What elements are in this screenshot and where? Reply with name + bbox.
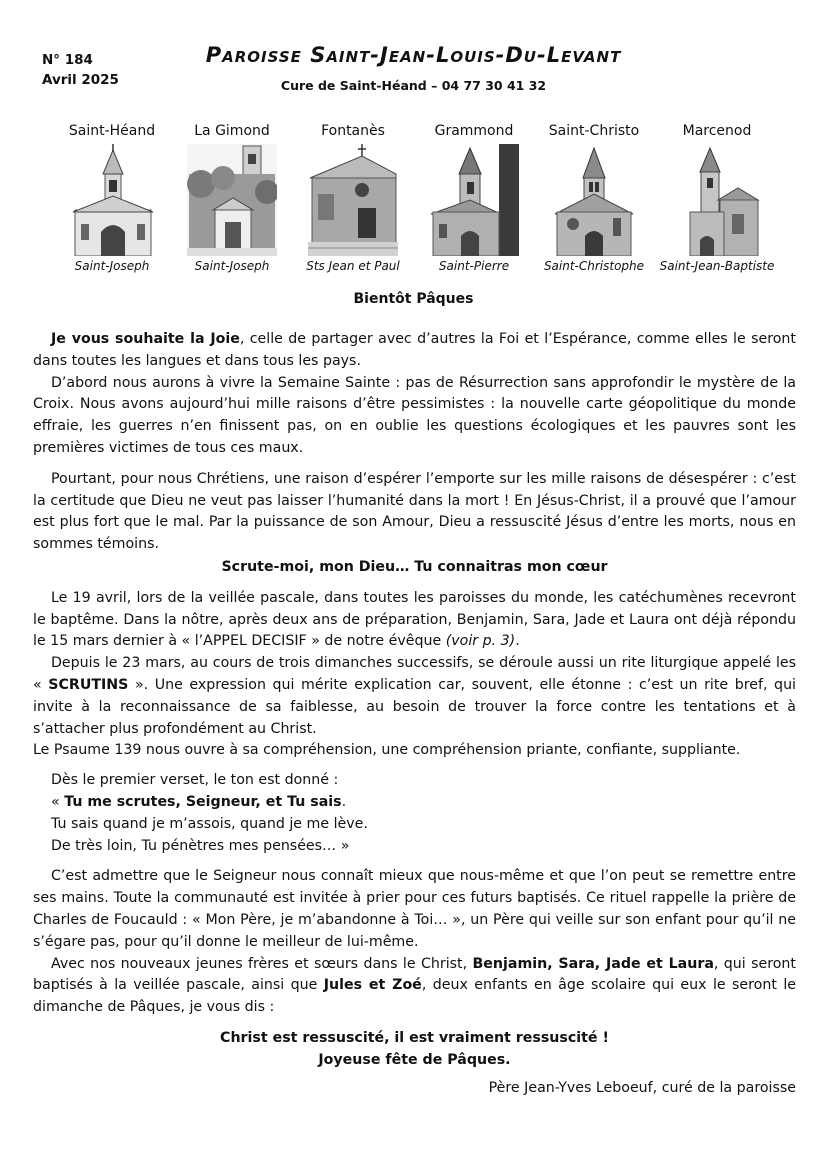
church-village: Saint-Héand: [68, 123, 156, 139]
psalm-line: De très loin, Tu pénètres mes pensées… »: [51, 837, 350, 854]
closing-line: Joyeuse fête de Pâques.: [318, 1051, 511, 1068]
church-village: La Gimond: [194, 123, 270, 139]
section-subtitle: Scrute-moi, mon Dieu… Tu connaitras mon cœur: [221, 558, 608, 575]
church-photo: [429, 144, 519, 256]
issue-number: N° 184: [42, 52, 93, 68]
parish-title: Paroisse Saint-Jean-Louis-Du-Levant: [205, 43, 622, 67]
paragraph: D’abord nous aurons à vivre la Semaine Sainte : pas de Résurrection sans approfondir le mystère de la Croix. Nous avons aujourd’hui mille raisons d’être pessimistes : la nouvelle carte géopolitique du monde effraie, les guerres n’en finissent pas, on en oublie les questions écologiques et les pauvres sont les premières victimes de tous ces maux.: [33, 374, 796, 456]
paragraph: Le 19 avril, lors de la veillée pascale, dans toutes les paroisses du monde, les catéchumènes recevront le baptême. Dans la nôtre, après deux ans de préparation, Benjamin, Sara, Jade et Laura ont déjà répondu le 15 mars dernier à « l’APPEL DECISIF » de notre évêque (voir p. 3).: [33, 589, 796, 650]
church-photo: [67, 144, 157, 256]
church-patron: Saint-Joseph: [74, 259, 150, 273]
church-patron: Saint-Joseph: [194, 259, 270, 273]
parish-contact: Cure de Saint-Héand – 04 77 30 41 32: [280, 78, 547, 93]
psalm-quote: [51, 770, 796, 857]
article-body: [33, 329, 796, 1099]
church-card: [288, 122, 418, 273]
paragraph: Pourtant, pour nous Chrétiens, une raison d’espérer l’emporte sur les mille raisons de désespérer : c’est la certitude que Dieu ne veut pas laisser l’humanité dans la mort ! En Jésus-Christ, il a prouvé que l’amour est plus fort que le mal. Par la puissance de son Amour, Dieu a ressuscité Jésus d’entre les morts, nous en sommes témoins.: [33, 470, 796, 553]
church-card: [47, 122, 177, 273]
psalm-intro: Dès le premier verset, le ton est donné :: [51, 772, 339, 789]
church-village: Fontanès: [321, 123, 385, 139]
church-photo: [187, 144, 277, 256]
emphasis: Benjamin, Sara, Jade et Laura: [472, 955, 714, 972]
church-card: [652, 122, 782, 273]
church-patron: Saint-Jean-Baptiste: [659, 259, 775, 273]
paragraph: Le Psaume 139 nous ouvre à sa compréhension, une compréhension priante, confiante, suppliante.: [33, 742, 741, 759]
signature: Père Jean-Yves Leboeuf, curé de la paroisse: [488, 1079, 796, 1096]
page-reference: (voir p. 3): [445, 633, 516, 650]
church-patron: Sts Jean et Paul: [306, 259, 400, 273]
church-photo: [672, 144, 762, 256]
church-village: Saint-Christo: [548, 123, 640, 139]
paragraph: Je vous souhaite la Joie, celle de partager avec d’autres la Foi et l’Espérance, comme elles le seront dans toutes les langues et dans tous les pays.: [33, 331, 796, 369]
church-gallery: [0, 122, 827, 272]
church-card: [529, 122, 659, 273]
church-photo: [308, 144, 398, 256]
church-card: [409, 122, 539, 273]
emphasis: Je vous souhaite la Joie: [51, 331, 240, 347]
church-village: Marcenod: [682, 123, 752, 139]
issue-date: Avril 2025: [42, 72, 119, 88]
paragraph: C’est admettre que le Seigneur nous connaît mieux que nous-même et que l’on peut se remettre entre ses mains. Toute la communauté est invitée à prier pour ces futurs baptisés. Ce rituel rappelle la prière de Charles de Foucauld : « Mon Père, je m’abandonne à Toi… », un Père qui veille sur son enfant pour qu’il ne s’égare pas, pour qu’il donne le meilleur de lui-même.: [33, 868, 796, 950]
article-title: Bientôt Pâques: [353, 291, 474, 307]
emphasis: SCRUTINS: [48, 676, 129, 693]
church-card: [167, 122, 297, 273]
church-patron: Saint-Pierre: [438, 259, 510, 273]
paragraph: Depuis le 23 mars, au cours de trois dimanches successifs, se déroule aussi un rite liturgique appelé les « SCRUTINS ». Une expression qui mérite explication car, souvent, elle étonne : c’est un rite bref, qui invite à la reconnaissance de sa faiblesse, au besoin de trouver la force contre les tentations et à s’attacher plus profondément au Christ.: [33, 655, 796, 737]
church-photo: [549, 144, 639, 256]
church-village: Grammond: [434, 123, 514, 139]
psalm-line: « Tu me scrutes, Seigneur, et Tu sais.: [51, 793, 347, 810]
church-patron: Saint-Christophe: [543, 259, 645, 273]
closing-line: Christ est ressuscité, il est vraiment ressuscité !: [220, 1029, 609, 1046]
psalm-line: Tu sais quand je m’assois, quand je me lève.: [51, 815, 368, 832]
paragraph: Avec nos nouveaux jeunes frères et sœurs dans le Christ, Benjamin, Sara, Jade et Laura, qui seront baptisés à la veillée pascale, ainsi que Jules et Zoé, deux enfants en âge scolaire qui eux le seront le dimanche de Pâques, je vous dis :: [33, 955, 796, 1016]
emphasis: Jules et Zoé: [323, 977, 422, 994]
